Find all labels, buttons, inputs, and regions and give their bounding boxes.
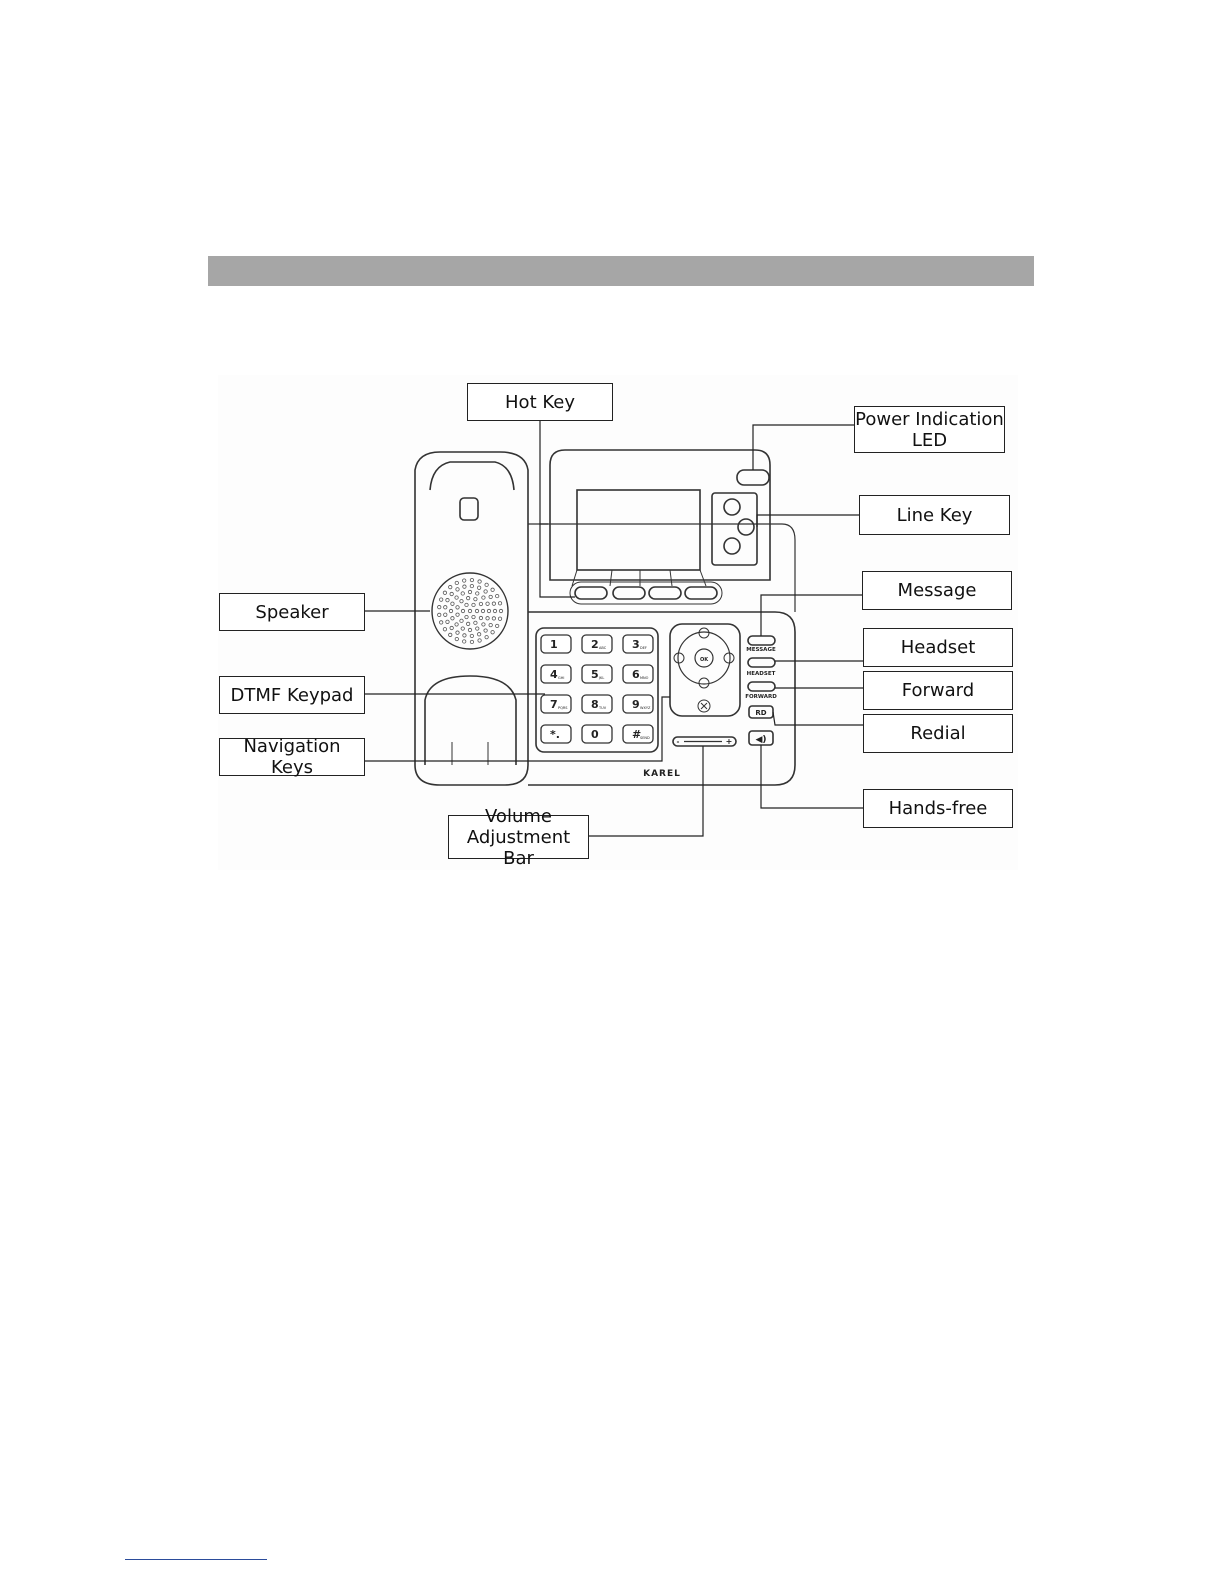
keypad-key-letters: DEF <box>640 646 647 650</box>
keypad-key-letters: PQRS <box>558 706 568 710</box>
speaker-hole <box>498 617 501 620</box>
speaker-hole <box>451 602 454 605</box>
keypad-key-letters: MNO <box>640 676 649 680</box>
line-key-1 <box>724 499 740 515</box>
callout-dtmf-keypad: DTMF Keypad <box>219 676 365 714</box>
speaker-hole <box>477 633 480 636</box>
callout-redial: Redial <box>863 714 1013 753</box>
speaker-hole <box>489 623 492 626</box>
speaker-hole <box>487 609 490 612</box>
speaker-hole <box>477 586 480 589</box>
speaker-hole <box>479 602 482 605</box>
speaker-hole <box>446 598 449 601</box>
speaker-hole <box>499 609 502 612</box>
speaker-hole <box>450 592 453 595</box>
speaker-hole <box>462 640 465 643</box>
speaker-hole <box>489 595 492 598</box>
speaker-hole <box>481 609 484 612</box>
speaker-hole <box>460 599 463 602</box>
speaker-hole <box>475 609 478 612</box>
speaker-hole <box>498 602 501 605</box>
power-led <box>737 470 769 485</box>
speaker-hole <box>486 602 489 605</box>
speaker-hole <box>456 613 459 616</box>
callout-line-key: Line Key <box>859 495 1010 535</box>
speaker-hole <box>438 613 441 616</box>
speaker-hole <box>491 588 494 591</box>
speaker-hole <box>468 590 471 593</box>
callout-message: Message <box>862 571 1012 610</box>
hot-key-3 <box>649 587 681 599</box>
ok-key-label: OK <box>699 657 709 663</box>
speaker-hole <box>455 596 458 599</box>
speaker-hole <box>460 619 463 622</box>
message-key-label: MESSAGE <box>746 647 776 653</box>
speaker-hole <box>456 588 459 591</box>
speaker-hole <box>455 581 458 584</box>
handset-earpiece <box>430 462 514 490</box>
keypad-key-digit: 5 <box>591 668 599 681</box>
handset-outline <box>415 452 528 785</box>
speaker-hole <box>474 621 477 624</box>
keypad-key-digit: 8 <box>591 698 599 711</box>
keypad-key-digit: 3 <box>632 638 640 651</box>
speaker-hole <box>450 626 453 629</box>
keypad-key-letters: JKL <box>599 676 605 680</box>
speaker-hole <box>443 591 446 594</box>
speaker-hole <box>466 622 469 625</box>
speaker-symbol-icon: ◀) <box>755 735 767 745</box>
keypad-key-letters: SEND <box>640 736 650 740</box>
speaker-hole <box>449 585 452 588</box>
speaker-hole <box>439 598 442 601</box>
nav-right-key <box>724 653 734 663</box>
nav-left-key <box>674 653 684 663</box>
speaker-hole <box>470 640 473 643</box>
speaker-hole <box>485 635 488 638</box>
brand-logo: KAREL <box>643 769 681 779</box>
speaker-hole <box>472 615 475 618</box>
speaker-hole <box>482 623 485 626</box>
keypad-key-digit: # <box>632 728 642 741</box>
callout-headset: Headset <box>863 628 1013 667</box>
speaker-hole <box>485 583 488 586</box>
speaker-hole <box>482 596 485 599</box>
speaker-hole <box>446 620 449 623</box>
callout-power-indication-led: Power Indication LED <box>854 406 1005 453</box>
callout-hands-free: Hands-free <box>863 789 1013 828</box>
speaker-hole <box>478 639 481 642</box>
line-key-2 <box>738 519 754 535</box>
keypad-key-letters: GHI <box>558 676 565 680</box>
display-housing <box>550 450 770 580</box>
speaker-hole <box>470 634 473 637</box>
keypad-key-letters: ABC <box>599 646 607 650</box>
headset-key-label: HEADSET <box>746 671 776 677</box>
speaker-hole <box>479 616 482 619</box>
speaker-hole <box>484 629 487 632</box>
speaker-hole <box>461 609 464 612</box>
speaker-hole <box>461 592 464 595</box>
speaker-hole <box>468 609 471 612</box>
hot-key-1 <box>575 587 607 599</box>
speaker-hole <box>465 603 468 606</box>
speaker-hole <box>462 579 465 582</box>
keypad-key-digit: 9 <box>632 698 640 711</box>
keypad-key-digit: 6 <box>632 668 640 681</box>
speaker-hole <box>465 615 468 618</box>
speaker-hole <box>472 603 475 606</box>
speaker-hole <box>474 597 477 600</box>
keypad-key-digit: 2 <box>591 638 599 651</box>
speaker-hole <box>468 628 471 631</box>
speaker-hole <box>463 634 466 637</box>
speaker-hole <box>451 617 454 620</box>
speaker-hole <box>495 594 498 597</box>
callout-speaker: Speaker <box>219 593 365 631</box>
speaker-hole <box>461 627 464 630</box>
callout-hot-key: Hot Key <box>467 383 613 421</box>
keypad-key-digit: 4 <box>550 668 558 681</box>
handset-hook <box>460 498 478 520</box>
speaker-hole <box>470 578 473 581</box>
dtmf-keys <box>541 635 653 743</box>
speaker-hole <box>486 617 489 620</box>
volume-plus-icon: + <box>725 737 733 746</box>
speaker-hole <box>439 621 442 624</box>
speaker-hole <box>444 613 447 616</box>
speaker-hole <box>466 596 469 599</box>
speaker-hole <box>449 609 452 612</box>
callout-navigation-keys: Navigation Keys <box>219 738 365 776</box>
speaker-grille <box>438 578 503 643</box>
callout-volume-adjustment-bar: Volume Adjustment Bar <box>448 815 589 859</box>
keypad-key-letters: TUV <box>599 706 607 710</box>
speaker-hole <box>476 627 479 630</box>
speaker-hole <box>476 592 479 595</box>
speaker-hole <box>456 606 459 609</box>
keypad-key-letters: WXYZ <box>640 706 651 710</box>
speaker-hole <box>478 580 481 583</box>
hot-key-4 <box>685 587 717 599</box>
volume-minus-icon: - <box>676 738 680 746</box>
headset-key <box>748 658 775 667</box>
line-key-3 <box>724 538 740 554</box>
speaker-hole <box>443 628 446 631</box>
speaker-hole <box>492 602 495 605</box>
nav-down-key <box>699 678 709 688</box>
speaker-hole <box>484 590 487 593</box>
nav-up-key <box>699 628 709 638</box>
speaker-hole <box>449 633 452 636</box>
speaker-hole <box>455 623 458 626</box>
speaker-hole <box>493 609 496 612</box>
keypad-key-digit: *. <box>550 728 560 741</box>
keypad-key-digit: 1 <box>550 638 558 651</box>
speaker-hole <box>455 637 458 640</box>
callout-forward: Forward <box>863 671 1013 710</box>
redial-key-label: RD <box>755 709 767 717</box>
speaker-hole <box>438 605 441 608</box>
lcd-screen <box>577 490 700 570</box>
speaker-hole <box>463 585 466 588</box>
message-key <box>748 636 775 645</box>
forward-key-label: FORWARD <box>745 694 777 700</box>
speaker-hole <box>456 631 459 634</box>
hot-key-2 <box>613 587 645 599</box>
speaker-hole <box>495 624 498 627</box>
forward-key <box>748 682 775 691</box>
speaker-hole <box>470 584 473 587</box>
keypad-key-digit: 0 <box>591 728 599 741</box>
speaker-hole <box>444 606 447 609</box>
handset-mouthpiece <box>425 676 516 765</box>
keypad-key-digit: 7 <box>550 698 558 711</box>
speaker-hole <box>491 631 494 634</box>
speaker-hole <box>492 617 495 620</box>
footnote-separator <box>125 1559 267 1560</box>
hot-key-bar <box>570 582 722 604</box>
